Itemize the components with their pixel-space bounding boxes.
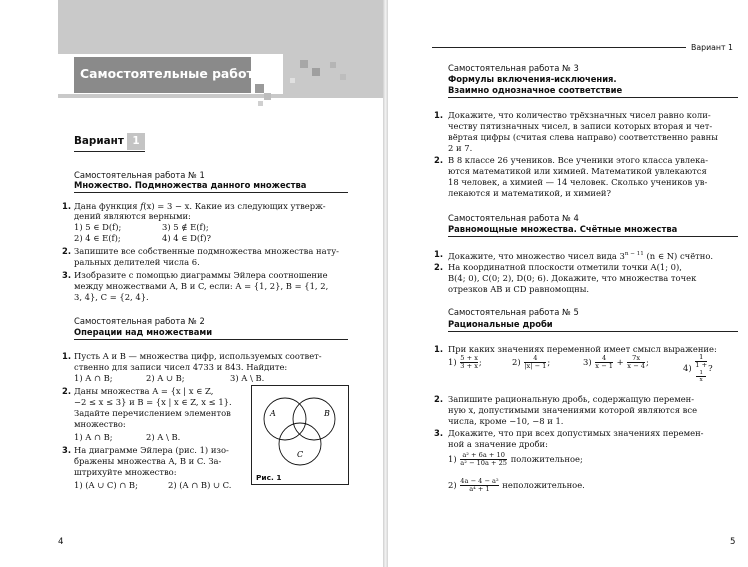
task-text: Дана функция f(x) = 3 − x. Какие из следующих утверж- xyxy=(74,201,326,211)
task-number: 1. xyxy=(434,249,444,259)
task-text: вёртая цифры (считая слева направо) соответственно равны xyxy=(448,132,718,142)
pixel-decoration xyxy=(290,78,295,83)
task-text: ной a значение дроби: xyxy=(448,439,548,449)
task-number: 1. xyxy=(62,351,72,361)
label-a: A xyxy=(270,409,276,418)
task-text: бражены множества A, B и C. За- xyxy=(74,456,222,466)
task-text: На диаграмме Эйлера (рис. 1) изо- xyxy=(74,445,229,455)
task-text: Докажите, что множество чисел вида $3^{n - 11}$ (n ∈ N) счётно. xyxy=(448,250,714,261)
task-text: ственно для записи чисел 4733 и 843. Найдите: xyxy=(74,362,288,372)
task-number: 2. xyxy=(434,155,444,165)
task-option: 2) (A ∩ B) ∪ C. xyxy=(168,480,232,490)
variant-badge: 1 xyxy=(127,133,145,150)
task-text: Задайте перечислением элементов xyxy=(74,408,231,418)
page-number: 5 xyxy=(730,537,736,547)
task-text: числа, кроме −10, −8 и 1. xyxy=(448,416,564,426)
task-text: 18 человек, а химией — 14 человек. Сколько учеников ув- xyxy=(448,177,708,187)
work-heading: Самостоятельная работа № 2 xyxy=(74,316,205,326)
task-text: Пусть A и B — множества цифр, используемых соответ- xyxy=(74,351,322,361)
circle-a xyxy=(264,398,306,440)
fraction: $\frac{\text{4a − 4 − a²}}{\text{a⁴ + 1}}$ xyxy=(460,476,499,493)
task-number: 3. xyxy=(62,270,72,280)
pixel-decoration xyxy=(264,93,271,100)
work-rule xyxy=(74,192,348,193)
work-title: Взаимно однозначное соответствие xyxy=(448,85,623,95)
task-option: 3) 5 ∉ E(f); xyxy=(162,222,209,232)
banner-title: Самостоятельные работы xyxy=(80,66,265,81)
task-number: 1. xyxy=(434,110,444,120)
work-heading: Самостоятельная работа № 3 xyxy=(448,63,579,73)
task-text: ную x, допустимыми значениями которой являются все xyxy=(448,405,698,415)
expression: 1) $\frac{5 + x}{3 + x}$ ; xyxy=(448,353,482,370)
task-text: отрезков AB и CD равномощны. xyxy=(448,284,590,294)
task-text: 3, 4}, C = {2, 4}. xyxy=(74,292,149,302)
task-text: Докажите, что при всех допустимых значениях перемен- xyxy=(448,428,704,438)
task-option: 1) (A ∪ C) ∩ B; xyxy=(74,480,138,490)
task-number: 3. xyxy=(434,428,444,438)
euler-figure xyxy=(251,385,349,485)
header-rule xyxy=(432,47,686,48)
task-text: между множествами A, B и C, если: A = {1, 2}, B = {1, 2, xyxy=(74,281,329,291)
work-rule xyxy=(448,236,738,237)
circle-b xyxy=(293,398,335,440)
task-text: дений являются верными: xyxy=(74,211,191,221)
figure-caption: Рис. 1 xyxy=(256,473,282,482)
work-title: Рациональные дроби xyxy=(448,319,553,329)
task-text: штрихуйте множество: xyxy=(74,467,177,477)
task-number: 2. xyxy=(62,386,72,396)
task-text: Запишите все собственные подмножества множества нату- xyxy=(74,246,339,256)
pixel-decoration xyxy=(312,68,320,76)
fraction: $\frac{\text{a² + 6a + 10}}{\text{a² − 10a + 25}}$ xyxy=(460,450,508,467)
pixel-decoration xyxy=(340,74,346,80)
work-title: Операции над множествами xyxy=(74,327,213,337)
task-text: Изобразите с помощью диаграммы Эйлера соотношение xyxy=(74,270,328,280)
task-text: честву пятизначных чисел, в записи которых вторая и чет- xyxy=(448,121,713,131)
task-option: 4) 4 ∈ D(f)? xyxy=(162,233,211,243)
expression: 3) $\frac{4}{x - 1}$ + $\frac{7x}{x - 4}$ ; xyxy=(583,353,649,370)
fraction: $\frac{4}{x - 1}$ xyxy=(595,353,613,370)
task-option: 1) 5 ∈ D(f); xyxy=(74,222,122,232)
task-text: ральных делителей числа 6. xyxy=(74,257,200,267)
work-title: Множество. Подмножества данного множества xyxy=(74,180,307,190)
work-rule xyxy=(448,97,738,98)
task-option: 2) A \ B. xyxy=(146,432,181,442)
label-b: B xyxy=(324,409,330,418)
task-option: 1) A ∩ B; xyxy=(74,432,113,442)
work-heading: Самостоятельная работа № 1 xyxy=(74,170,205,180)
page-number: 4 xyxy=(58,537,64,547)
task-text: В 8 классе 26 учеников. Все ученики этого класса увлека- xyxy=(448,155,709,165)
task-number: 1. xyxy=(434,344,444,354)
pixel-decoration xyxy=(255,84,264,93)
euler-diagram xyxy=(252,386,348,484)
task-text: Даны множества A = {x | x ∈ Z, xyxy=(74,386,214,396)
fraction: $\frac{5 + x}{3 + x}$ xyxy=(460,353,478,370)
expression: 4) 1 1 + 1 x ? xyxy=(683,353,713,384)
task-number: 2. xyxy=(434,262,444,272)
work-heading: Самостоятельная работа № 4 xyxy=(448,213,579,223)
variant-label: Вариант xyxy=(74,135,124,147)
running-header: Вариант 1 xyxy=(691,43,733,52)
task-option: 2) 4 ∈ E(f); xyxy=(74,233,121,243)
task-text: ются математикой или химией. Математикой увлекаются xyxy=(448,166,707,176)
task-text: лекаются и математикой, и химией? xyxy=(448,188,611,198)
pixel-decoration xyxy=(258,101,263,106)
work-rule xyxy=(448,331,738,332)
work-title: Формулы включения-исключения. xyxy=(448,74,617,84)
work-heading: Самостоятельная работа № 5 xyxy=(448,307,579,317)
task-text: Запишите рациональную дробь, содержащую перемен- xyxy=(448,394,695,404)
task-number: 3. xyxy=(62,445,72,455)
work-rule xyxy=(74,339,348,340)
task-text: При каких значениях переменной имеет смысл выражение: xyxy=(448,344,717,354)
pixel-decoration xyxy=(300,60,308,68)
expression: 1) $\frac{\text{a² + 6a + 10}}{\text{a² − 10a + 25}}$ положительное; xyxy=(448,450,583,467)
right-page xyxy=(388,0,748,567)
task-text: 2 и 7. xyxy=(448,143,473,153)
fraction: $\frac{7x}{x - 4}$ xyxy=(627,353,645,370)
fraction: $\frac{4}{|x| - 1}$ xyxy=(524,353,547,370)
expression: 2) $\frac{\text{4a − 4 − a²}}{\text{a⁴ + 1}}$ неположительное. xyxy=(448,476,585,493)
label-c: C xyxy=(297,450,304,459)
pixel-decoration xyxy=(330,62,336,68)
task-number: 2. xyxy=(62,246,72,256)
task-text: На координатной плоскости отметили точки A(1; 0), xyxy=(448,262,682,272)
task-option: 2) A ∪ B; xyxy=(146,373,185,383)
expression: 2) $\frac{4}{|x| - 1}$ ; xyxy=(512,353,551,370)
task-text: B(4; 0), C(0; 2), D(0; 6). Докажите, что множества точек xyxy=(448,273,697,283)
task-number: 2. xyxy=(434,394,444,404)
task-text: −2 ≤ x ≤ 3} и B = {x | x ∈ Z, x ≤ 1}. xyxy=(74,397,232,407)
fraction: 1 1 + 1 x xyxy=(695,353,708,384)
work-title: Равномощные множества. Счётные множества xyxy=(448,224,678,234)
variant-rule xyxy=(74,151,145,152)
task-text: множество: xyxy=(74,419,126,429)
task-option: 3) A \ B. xyxy=(230,373,265,383)
task-text: Докажите, что количество трёхзначных чисел равно коли- xyxy=(448,110,711,120)
task-number: 1. xyxy=(62,201,72,211)
task-option: 1) A ∩ B; xyxy=(74,373,113,383)
